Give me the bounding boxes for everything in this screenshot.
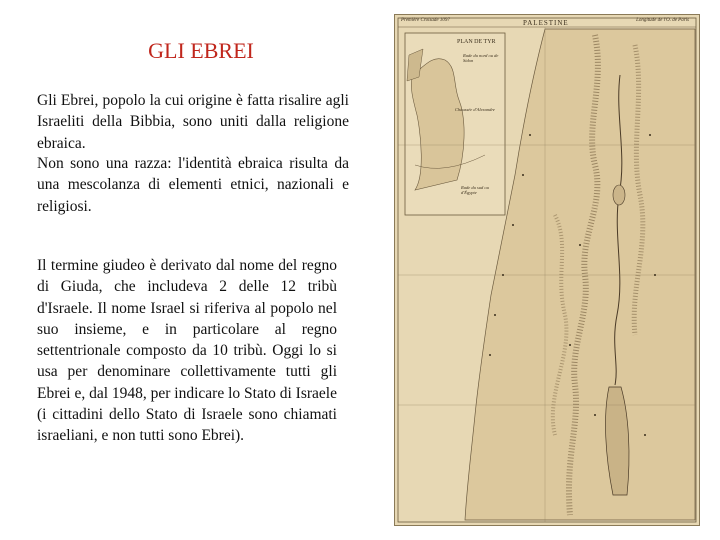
inset-label-south: Rade du sud ou d'Égypte <box>461 185 489 195</box>
inset-label-north: Rade du nord ou de Sidon <box>463 53 499 63</box>
inset-title: PLAN DE TYR <box>457 39 496 45</box>
slide-title: GLI EBREI <box>148 38 254 63</box>
palestine-map-image <box>394 14 700 526</box>
paragraph-etymology: Il termine giudeo è derivato dal nome del regno di Giuda, che includeva 2 delle 12 tribù d'Israele. Il nome Israel si riferiva al popolo nel suo insieme, e in particolare al regno settentrionale composto da 10 tribù. Oggi lo si usa per denominare collettivamente tutti gli Ebrei e, dal 1948, per indicare lo Stato di Israele (i cittadini dello Stato di Israele sono chiamati israeliani, e non tutti sono Ebrei). <box>37 257 337 445</box>
paragraph-intro: Gli Ebrei, popolo la cui origine è fatta risalire agli Israeliti della Bibbia, sono uniti dalla religione ebraica. <box>37 92 349 152</box>
paragraph-identity: Non sono una razza: l'identità ebraica risulta da una mescolanza di elementi etnici, nazionali e religiosi. <box>37 155 349 215</box>
inset-label-causeway: Chaussée d'Alexandre <box>455 107 495 112</box>
map-header-left: Première Croisade 1097 <box>401 18 450 23</box>
map-header-title: PALESTINE <box>523 19 569 27</box>
map-drawing <box>395 15 699 525</box>
map-header-right: Longitude de l'O. de Paris <box>636 18 689 23</box>
